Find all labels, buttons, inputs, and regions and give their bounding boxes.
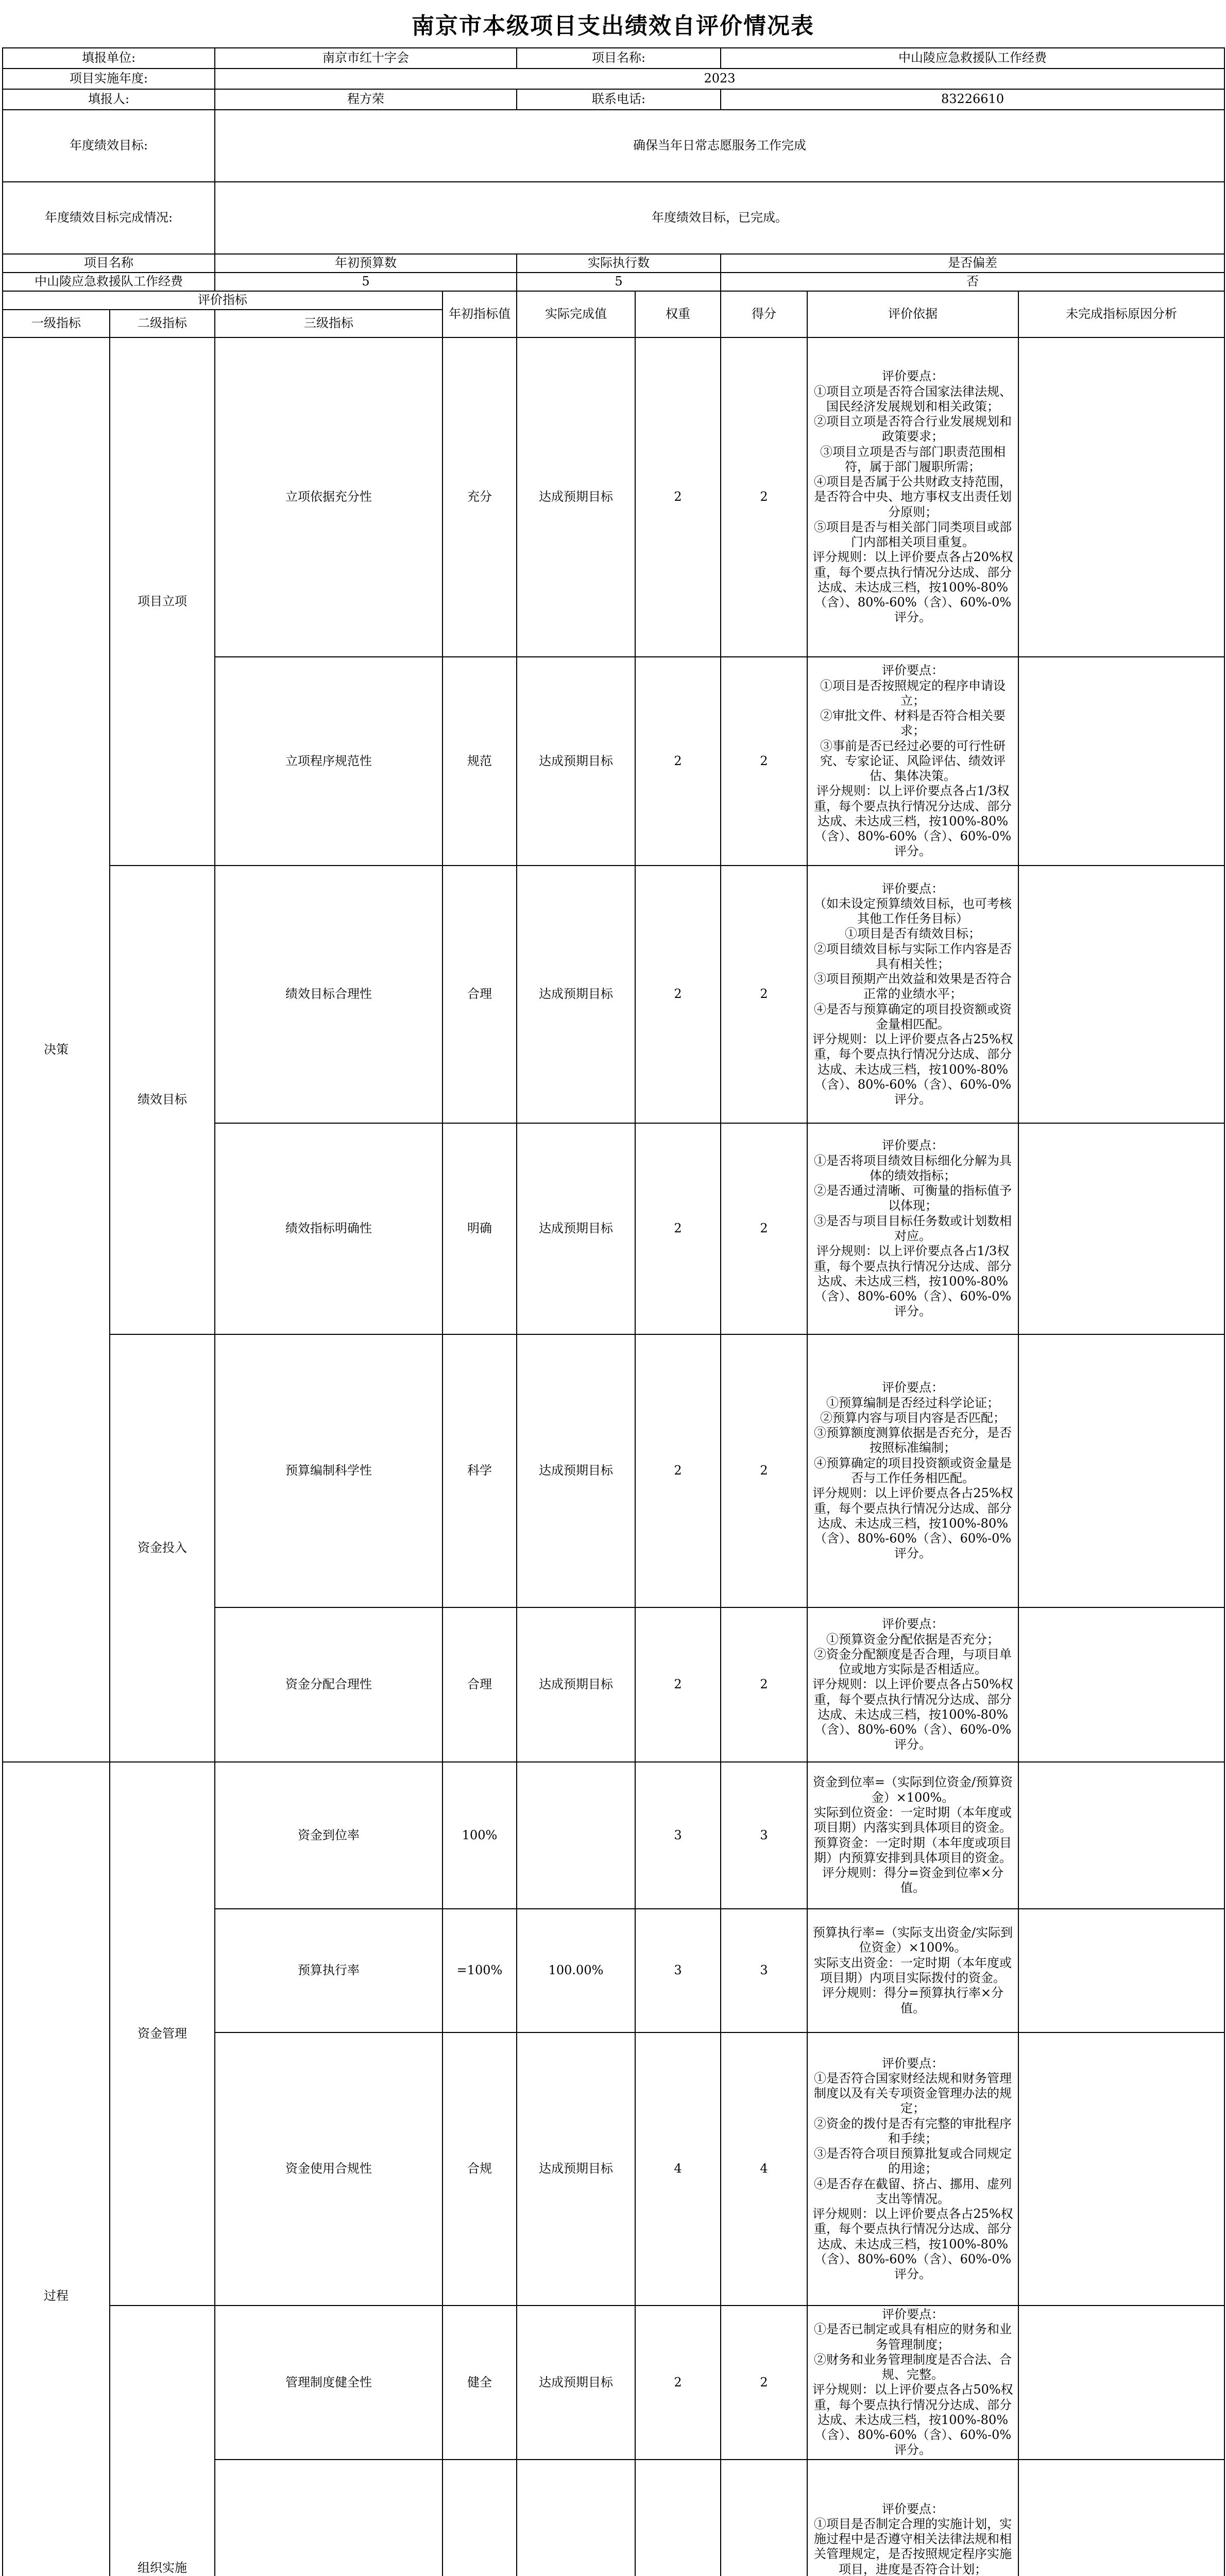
target-cell: 科学 bbox=[442, 1334, 517, 1607]
summary-header: 实际执行数 bbox=[517, 254, 721, 273]
level2-cell: 项目立项 bbox=[110, 337, 215, 866]
level3-cell: 资金分配合理性 bbox=[215, 1607, 442, 1762]
basis-cell: 资金到位率=（实际到位资金/预算资金）×100%。 实际到位资金：一定时期（本年度或项目期）内落实到具体项目的资金。 预算资金：一定时期（本年度或项目期）内预算安排到具体项目的资金。 评分规则：得分=资金到位率×分值。 bbox=[807, 1762, 1018, 1909]
reason-cell bbox=[1018, 337, 1224, 657]
summary-row bbox=[3, 273, 1224, 291]
phone-value: 83226610 bbox=[721, 89, 1224, 110]
goal-label: 年度绩效目标: bbox=[3, 110, 215, 182]
level3-cell: 绩效指标明确性 bbox=[215, 1123, 442, 1334]
target-cell bbox=[442, 2460, 517, 2576]
weight-cell: 2 bbox=[635, 866, 721, 1123]
level1-cell: 过程 bbox=[3, 1762, 110, 2576]
basis-cell: 预算执行率=（实际支出资金/实际到位资金）×100%。 实际支出资金：一定时期（本年度或项目期）内项目实际拨付的资金。 评分规则：得分=预算执行率×分值。 bbox=[807, 1909, 1018, 2032]
score-cell: 2 bbox=[721, 1607, 807, 1762]
actual-cell: 达成预期目标 bbox=[517, 1334, 635, 1607]
done-value: 年度绩效目标，已完成。 bbox=[215, 182, 1224, 254]
weight-cell: 3 bbox=[635, 1909, 721, 2032]
weight-cell: 4 bbox=[635, 2032, 721, 2306]
weight-cell: 2 bbox=[635, 1607, 721, 1762]
actual-cell: 达成预期目标 bbox=[517, 1607, 635, 1762]
basis-cell: 评价要点： ①是否符合国家财经法规和财务管理制度以及有关专项资金管理办法的规定； ②资金的拨付是否有完整的审批程序和手续； ③是否符合项目预算批复或合同规定的用途； ④是否存在截留、挤占、挪用、虚列支出等情况。 评分规则：以上评价要点各占25%权重，每个要点执行情况分达成、部分达成、未达成三档，按100%-80%（含）、80%-60%（含）、60%-0%评分。 bbox=[807, 2032, 1018, 2306]
score-cell: 2 bbox=[721, 337, 807, 657]
actual-cell: 达成预期目标 bbox=[517, 2306, 635, 2460]
header-level2: 二级指标 bbox=[110, 310, 215, 337]
table-row bbox=[3, 337, 1224, 657]
table-row bbox=[3, 1762, 1224, 1909]
header-weight: 权重 bbox=[635, 291, 721, 337]
level3-cell: 资金使用合规性 bbox=[215, 2032, 442, 2306]
weight-cell: 3 bbox=[635, 1762, 721, 1909]
level3-cell: 立项程序规范性 bbox=[215, 657, 442, 866]
actual-cell: 达成预期目标 bbox=[517, 1123, 635, 1334]
info-row bbox=[3, 48, 1224, 69]
target-cell: 合理 bbox=[442, 866, 517, 1123]
score-cell: 2 bbox=[721, 2306, 807, 2460]
weight-cell bbox=[635, 2460, 721, 2576]
header-reason: 未完成指标原因分析 bbox=[1018, 291, 1224, 337]
score-cell: 3 bbox=[721, 1909, 807, 2032]
summary-header: 项目名称 bbox=[3, 254, 215, 273]
reason-cell bbox=[1018, 657, 1224, 866]
level3-cell: 立项依据充分性 bbox=[215, 337, 442, 657]
target-cell: 合理 bbox=[442, 1607, 517, 1762]
info-row bbox=[3, 110, 1224, 182]
summary-header-row bbox=[3, 254, 1224, 273]
actual-cell: 达成预期目标 bbox=[517, 337, 635, 657]
weight-cell: 2 bbox=[635, 2306, 721, 2460]
target-cell: 合规 bbox=[442, 2032, 517, 2306]
score-cell: 3 bbox=[721, 1762, 807, 1909]
level1-cell: 决策 bbox=[3, 337, 110, 1762]
weight-cell: 2 bbox=[635, 1334, 721, 1607]
table-row bbox=[3, 1334, 1224, 1607]
target-cell: =100% bbox=[442, 1909, 517, 2032]
basis-cell: 评价要点： ①项目是否制定合理的实施计划，实施过程中是否遵守相关法律法规和相关管理规定，是否按照规定程序实施项目，进度是否符合计划； bbox=[807, 2460, 1018, 2576]
reason-cell bbox=[1018, 1909, 1224, 2032]
reason-cell bbox=[1018, 1123, 1224, 1334]
score-cell bbox=[721, 2460, 807, 2576]
level2-cell: 绩效目标 bbox=[110, 866, 215, 1334]
reason-cell bbox=[1018, 1762, 1224, 1909]
reason-cell bbox=[1018, 2460, 1224, 2576]
info-row bbox=[3, 182, 1224, 254]
level2-cell: 资金管理 bbox=[110, 1762, 215, 2306]
year-value: 2023 bbox=[215, 69, 1224, 89]
page-title: 南京市本级项目支出绩效自评价情况表 bbox=[412, 13, 814, 39]
header-level3: 三级指标 bbox=[215, 310, 442, 337]
phone-label: 联系电话: bbox=[517, 89, 721, 110]
unit-label: 填报单位: bbox=[3, 48, 215, 69]
info-row bbox=[3, 89, 1224, 110]
filler-value: 程方荣 bbox=[215, 89, 517, 110]
info-row bbox=[3, 69, 1224, 89]
project-value: 中山陵应急救援队工作经费 bbox=[721, 48, 1224, 69]
score-cell: 2 bbox=[721, 866, 807, 1123]
basis-cell: 评价要点： ①预算资金分配依据是否充分； ②资金分配额度是否合理，与项目单位或地方实际是否相适应。 评分规则：以上评价要点各占50%权重，每个要点执行情况分达成、部分达成、未达成三档，按100%-80%（含）、80%-60%（含）、60%-0%评分。 bbox=[807, 1607, 1018, 1762]
basis-cell: 评价要点： ①项目立项是否符合国家法律法规、国民经济发展规划和相关政策； ②项目立项是否符合行业发展规划和政策要求； ③项目立项是否与部门职责范围相符，属于部门履职所需； ④项目是否属于公共财政支持范围，是否符合中央、地方事权支出责任划分原则； ⑤项目是否与相关部门同类项目或部门内部相关项目重复。 评分规则：以上评价要点各占20%权重，每个要点执行情况分达成、部分达成、未达成三档，按100%-80%（含）、80%-60%（含）、60%-0%评分。 bbox=[807, 337, 1018, 657]
year-label: 项目实施年度: bbox=[3, 69, 215, 89]
weight-cell: 2 bbox=[635, 657, 721, 866]
level2-cell: 组织实施 bbox=[110, 2306, 215, 2576]
score-cell: 4 bbox=[721, 2032, 807, 2306]
reason-cell bbox=[1018, 1607, 1224, 1762]
done-label: 年度绩效目标完成情况: bbox=[3, 182, 215, 254]
target-cell: 明确 bbox=[442, 1123, 517, 1334]
level3-cell: 绩效目标合理性 bbox=[215, 866, 442, 1123]
header-level1: 一级指标 bbox=[3, 310, 110, 337]
goal-value: 确保当年日常志愿服务工作完成 bbox=[215, 110, 1224, 182]
filler-label: 填报人: bbox=[3, 89, 215, 110]
table-row bbox=[3, 866, 1224, 1123]
header-row bbox=[3, 291, 1224, 310]
actual-cell: 达成预期目标 bbox=[517, 657, 635, 866]
level3-cell: 预算执行率 bbox=[215, 1909, 442, 2032]
actual-cell bbox=[517, 1762, 635, 1909]
score-cell: 2 bbox=[721, 1123, 807, 1334]
level3-cell: 资金到位率 bbox=[215, 1762, 442, 1909]
actual-cell: 100.00% bbox=[517, 1909, 635, 2032]
basis-cell: 评价要点： ①预算编制是否经过科学论证； ②预算内容与项目内容是否匹配； ③预算额度测算依据是否充分，是否按照标准编制； ④预算确定的项目投资额或资金量是否与工作任务相匹配。 评分规则：以上评价要点各占25%权重，每个要点执行情况分达成、部分达成、未达成三档，按100%-80%（含）、80%-60%（含）、60%-0%评分。 bbox=[807, 1334, 1018, 1607]
weight-cell: 2 bbox=[635, 337, 721, 657]
score-cell: 2 bbox=[721, 1334, 807, 1607]
summary-header: 是否偏差 bbox=[721, 254, 1224, 273]
basis-cell: 评价要点： ①是否将项目绩效目标细化分解为具体的绩效指标； ②是否通过清晰、可衡量的指标值予以体现； ③是否与项目目标任务数或计划数相对应。 评分规则：以上评价要点各占1/3权重，每个要点执行情况分达成、部分达成、未达成三档，按100%-80%（含）、80%-60%（含）、60%-0%评分。 bbox=[807, 1123, 1018, 1334]
level3-cell: 管理制度健全性 bbox=[215, 2306, 442, 2460]
level2-cell: 资金投入 bbox=[110, 1334, 215, 1762]
actual-cell: 达成预期目标 bbox=[517, 866, 635, 1123]
basis-cell: 评价要点： （如未设定预算绩效目标，也可考核其他工作任务目标） ①项目是否有绩效目标； ②项目绩效目标与实际工作内容是否具有相关性； ③项目预期产出效益和效果是否符合正常的业绩水平； ④是否与预算确定的项目投资额或资金量相匹配。 评分规则：以上评价要点各占25%权重，每个要点执行情况分达成、部分达成、未达成三档，按100%-80%（含）、80%-60%（含）、60%-0%评分。 bbox=[807, 866, 1018, 1123]
target-cell: 100% bbox=[442, 1762, 517, 1909]
summary-header: 年初预算数 bbox=[215, 254, 517, 273]
header-score: 得分 bbox=[721, 291, 807, 337]
header-actual: 实际完成值 bbox=[517, 291, 635, 337]
reason-cell bbox=[1018, 2032, 1224, 2306]
target-cell: 充分 bbox=[442, 337, 517, 657]
evaluation-table bbox=[2, 47, 1225, 2576]
project-label: 项目名称: bbox=[517, 48, 721, 69]
header-target: 年初指标值 bbox=[442, 291, 517, 337]
reason-cell bbox=[1018, 1334, 1224, 1607]
target-cell: 规范 bbox=[442, 657, 517, 866]
basis-cell: 评价要点： ①项目是否按照规定的程序申请设立； ②审批文件、材料是否符合相关要求； ③事前是否已经过必要的可行性研究、专家论证、风险评估、绩效评估、集体决策。 评分规则：以上评价要点各占1/3权重，每个要点执行情况分达成、部分达成、未达成三档，按100%-80%（含）、80%-60%（含）、60%-0%评分。 bbox=[807, 657, 1018, 866]
actual-cell: 达成预期目标 bbox=[517, 2032, 635, 2306]
header-basis: 评价依据 bbox=[807, 291, 1018, 337]
summary-cell: 5 bbox=[215, 273, 517, 291]
unit-value: 南京市红十字会 bbox=[215, 48, 517, 69]
summary-cell: 5 bbox=[517, 273, 721, 291]
weight-cell: 2 bbox=[635, 1123, 721, 1334]
level3-cell: 预算编制科学性 bbox=[215, 1334, 442, 1607]
reason-cell bbox=[1018, 2306, 1224, 2460]
score-cell: 2 bbox=[721, 657, 807, 866]
summary-cell: 中山陵应急救援队工作经费 bbox=[3, 273, 215, 291]
table-row bbox=[3, 2306, 1224, 2460]
level3-cell bbox=[215, 2460, 442, 2576]
reason-cell bbox=[1018, 866, 1224, 1123]
summary-cell: 否 bbox=[721, 273, 1224, 291]
basis-cell: 评价要点： ①是否已制定或具有相应的财务和业务管理制度； ②财务和业务管理制度是否合法、合规、完整。 评分规则：以上评价要点各占50%权重，每个要点执行情况分达成、部分达成、未达成三档，按100%-80%（含）、80%-60%（含）、60%-0%评分。 bbox=[807, 2306, 1018, 2460]
target-cell: 健全 bbox=[442, 2306, 517, 2460]
header-group: 评价指标 bbox=[3, 291, 442, 310]
actual-cell bbox=[517, 2460, 635, 2576]
